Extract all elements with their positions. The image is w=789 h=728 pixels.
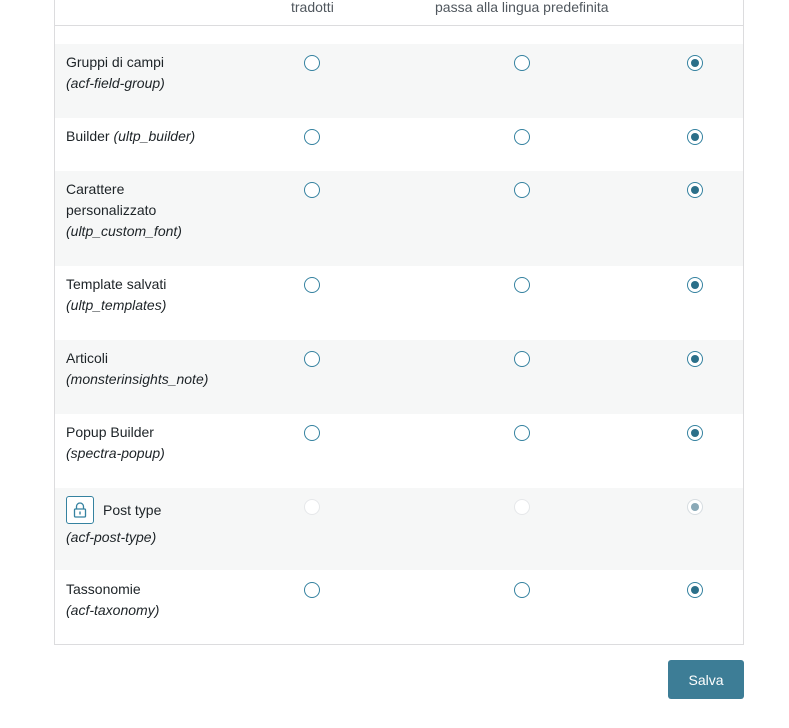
row-slug: (acf-field-group) (66, 75, 165, 91)
radio-translate[interactable] (304, 55, 320, 71)
row-slug: (monsterinsights_note) (66, 371, 209, 387)
radio-translate (304, 499, 320, 515)
radio-translate[interactable] (304, 351, 320, 367)
radio-not-translated[interactable] (687, 582, 703, 598)
row-name: Tassonomie (66, 581, 141, 597)
row-name: Gruppi di campi (66, 54, 165, 70)
row-label (66, 422, 165, 464)
radio-not-translated[interactable] (687, 351, 703, 367)
row-label (66, 52, 165, 94)
table-row (55, 570, 743, 644)
radio-fallback[interactable] (514, 182, 530, 198)
radio-not-translated[interactable] (687, 129, 703, 145)
save-button[interactable]: Salva (668, 660, 744, 699)
radio-fallback[interactable] (514, 55, 530, 71)
table-header (55, 0, 743, 26)
row-label (66, 348, 208, 390)
row-name: Post type (103, 502, 162, 518)
column-header-translated: tradotti (291, 0, 334, 15)
radio-translate[interactable] (304, 129, 320, 145)
radio-translate[interactable] (304, 277, 320, 293)
radio-not-translated (687, 499, 703, 515)
column-header-fallback: passa alla lingua predefinita (435, 0, 609, 15)
row-name: Template salvati (66, 276, 167, 292)
post-types-table (54, 0, 744, 645)
radio-fallback[interactable] (514, 277, 530, 293)
row-label (66, 274, 166, 316)
table-row (55, 340, 743, 414)
table-row (55, 171, 743, 266)
row-label (66, 579, 159, 621)
table-row (55, 414, 743, 488)
lock-icon[interactable] (66, 496, 94, 524)
radio-fallback[interactable] (514, 129, 530, 145)
row-slug: (acf-taxonomy) (66, 602, 160, 618)
row-label (66, 126, 195, 147)
radio-not-translated[interactable] (687, 425, 703, 441)
row-slug: (spectra-popup) (66, 445, 165, 461)
radio-translate[interactable] (304, 182, 320, 198)
row-slug: (ultp_builder) (113, 128, 196, 144)
row-name: Articoli (66, 350, 109, 366)
row-slug: (ultp_custom_font) (66, 223, 182, 239)
table-row (55, 118, 743, 171)
row-name: Builder (66, 128, 110, 144)
row-label (66, 179, 196, 242)
radio-fallback (514, 499, 530, 515)
radio-not-translated[interactable] (687, 182, 703, 198)
radio-not-translated[interactable] (687, 277, 703, 293)
table-row (55, 44, 743, 118)
radio-not-translated[interactable] (687, 55, 703, 71)
radio-fallback[interactable] (514, 351, 530, 367)
table-row (55, 266, 743, 340)
row-name: Popup Builder (66, 424, 154, 440)
radio-translate[interactable] (304, 425, 320, 441)
row-slug: (ultp_templates) (66, 297, 167, 313)
radio-fallback[interactable] (514, 425, 530, 441)
radio-fallback[interactable] (514, 582, 530, 598)
row-slug: (acf-post-type) (66, 529, 157, 545)
table-row-locked (55, 488, 743, 570)
radio-translate[interactable] (304, 582, 320, 598)
row-name: Carattere personalizzato (66, 181, 157, 218)
